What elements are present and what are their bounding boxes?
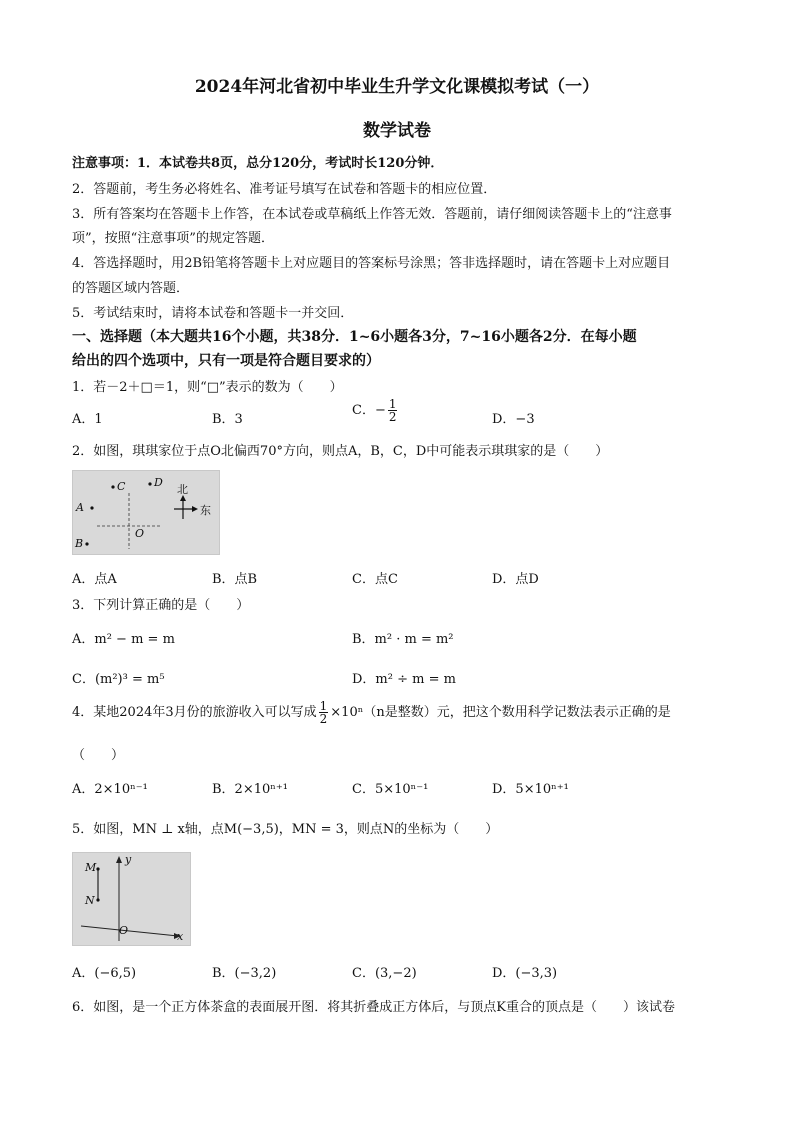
point-a-label: A: [76, 501, 84, 514]
q5-option-c: C．(3,−2): [352, 966, 417, 981]
q5-option-b: B．(−3,2): [212, 966, 277, 981]
q1-c-numerator: 1: [388, 397, 397, 411]
note-line: 的答题区域内答题．: [72, 281, 190, 296]
q2-option-c: C．点C: [352, 572, 398, 587]
question-3-stem: 3．下列计算正确的是（ ）: [72, 598, 250, 613]
point-n-label: N: [85, 894, 95, 907]
q4-option-a: A．2×10ⁿ⁻¹: [72, 782, 148, 797]
q3-option-d: D．m² ÷ m = m: [352, 672, 456, 687]
q5-option-a: A．(−6,5): [72, 966, 137, 981]
note-line: 5．考试结束时，请将本试卷和答题卡一并交回．: [72, 306, 354, 321]
q1-option-c: [352, 398, 399, 423]
question-2-stem: 2．如图，琪琪家位于点O北偏西70°方向，则点A，B，C，D中可能表示琪琪家的是（ ）: [72, 444, 609, 459]
q3-option-b: B．m² · m = m²: [352, 632, 454, 647]
note-line: 4．答选择题时，用2B铅笔将答题卡上对应题目的答案标号涂黑；答非选择题时，请在答题卡上对应题目: [72, 256, 671, 271]
q4-fraction: [319, 700, 329, 725]
q1-option-c-fraction: [388, 398, 398, 423]
note-line: 项”，按照“注意事项”的规定答题．: [72, 231, 274, 246]
q4-option-b: B．2×10ⁿ⁺¹: [212, 782, 288, 797]
question-6-stem: 6．如图，是一个正方体茶盒的表面展开图．将其折叠成正方体后，与顶点K重合的顶点是（ ）该试卷: [72, 1000, 675, 1015]
north-label: 北: [177, 483, 188, 496]
q2-option-d: D．点D: [492, 572, 539, 587]
q4-stem-start: 4．某地2024年3月份的旅游收入可以写成: [72, 705, 317, 720]
exam-title: 2024年河北省初中毕业生升学文化课模拟考试（一）: [194, 77, 600, 97]
note-line: 3．所有答案均在答题卡上作答，在本试卷或草稿纸上作答无效．答题前，请仔细阅读答题卡上的“注意事: [72, 207, 672, 222]
question-4-blank: （ ）: [72, 748, 125, 763]
q2-option-a: A．点A: [72, 572, 117, 587]
q1-c-denominator: 2: [388, 410, 397, 424]
section-heading-line2: 给出的四个选项中，只有一项是符合题目要求的）: [72, 353, 380, 369]
note-line: 2．答题前，考生务必将姓名、准考证号填写在试卷和答题卡的相应位置．: [72, 182, 497, 197]
point-d-label: D: [154, 476, 163, 489]
question-5-stem: 5．如图，MN ⊥ x轴，点M(−3,5)，MN = 3，则点N的坐标为（ ）: [72, 822, 499, 837]
q1-option-b: B．3: [212, 412, 243, 427]
q4-denominator: 2: [319, 712, 328, 726]
point-m-label: M: [85, 861, 97, 874]
q5-option-d: D．(−3,3): [492, 966, 558, 981]
q1-option-a: A．1: [72, 412, 103, 427]
exam-subtitle: 数学试卷: [363, 121, 431, 141]
q3-option-a: A．m² − m = m: [72, 632, 175, 647]
question-4-stem: [72, 700, 671, 725]
q4-option-c: C．5×10ⁿ⁻¹: [352, 782, 429, 797]
point-o-label: O: [135, 527, 145, 540]
q5-coordinate-figure: [72, 852, 191, 946]
q2-option-b: B．点B: [212, 572, 258, 587]
origin-label: O: [119, 924, 129, 937]
question-1-stem: 1．若－2＋□＝1，则“□”表示的数为（ ）: [72, 380, 343, 395]
section-heading-line1: 一、选择题（本大题共16个小题，共38分．1~6小题各3分，7~16小题各2分．在每小题: [72, 329, 637, 345]
q1-option-c-prefix: C．−: [352, 403, 386, 418]
point-b-label: B: [75, 537, 84, 550]
y-axis-label: y: [125, 853, 132, 866]
east-label: 东: [200, 504, 211, 517]
point-c-label: C: [117, 480, 126, 493]
q2-direction-figure: [72, 470, 220, 555]
q4-numerator: 1: [319, 699, 328, 713]
q3-option-c: C．(m²)³ = m⁵: [72, 672, 165, 687]
q4-stem-end: ×10ⁿ（n是整数）元，把这个数用科学记数法表示正确的是: [330, 705, 671, 720]
note-line: 注意事项：1．本试卷共8页，总分120分，考试时长120分钟．: [72, 156, 444, 171]
q1-option-d: D．−3: [492, 412, 535, 427]
q4-option-d: D．5×10ⁿ⁺¹: [492, 782, 569, 797]
x-axis-label: x: [177, 930, 184, 943]
